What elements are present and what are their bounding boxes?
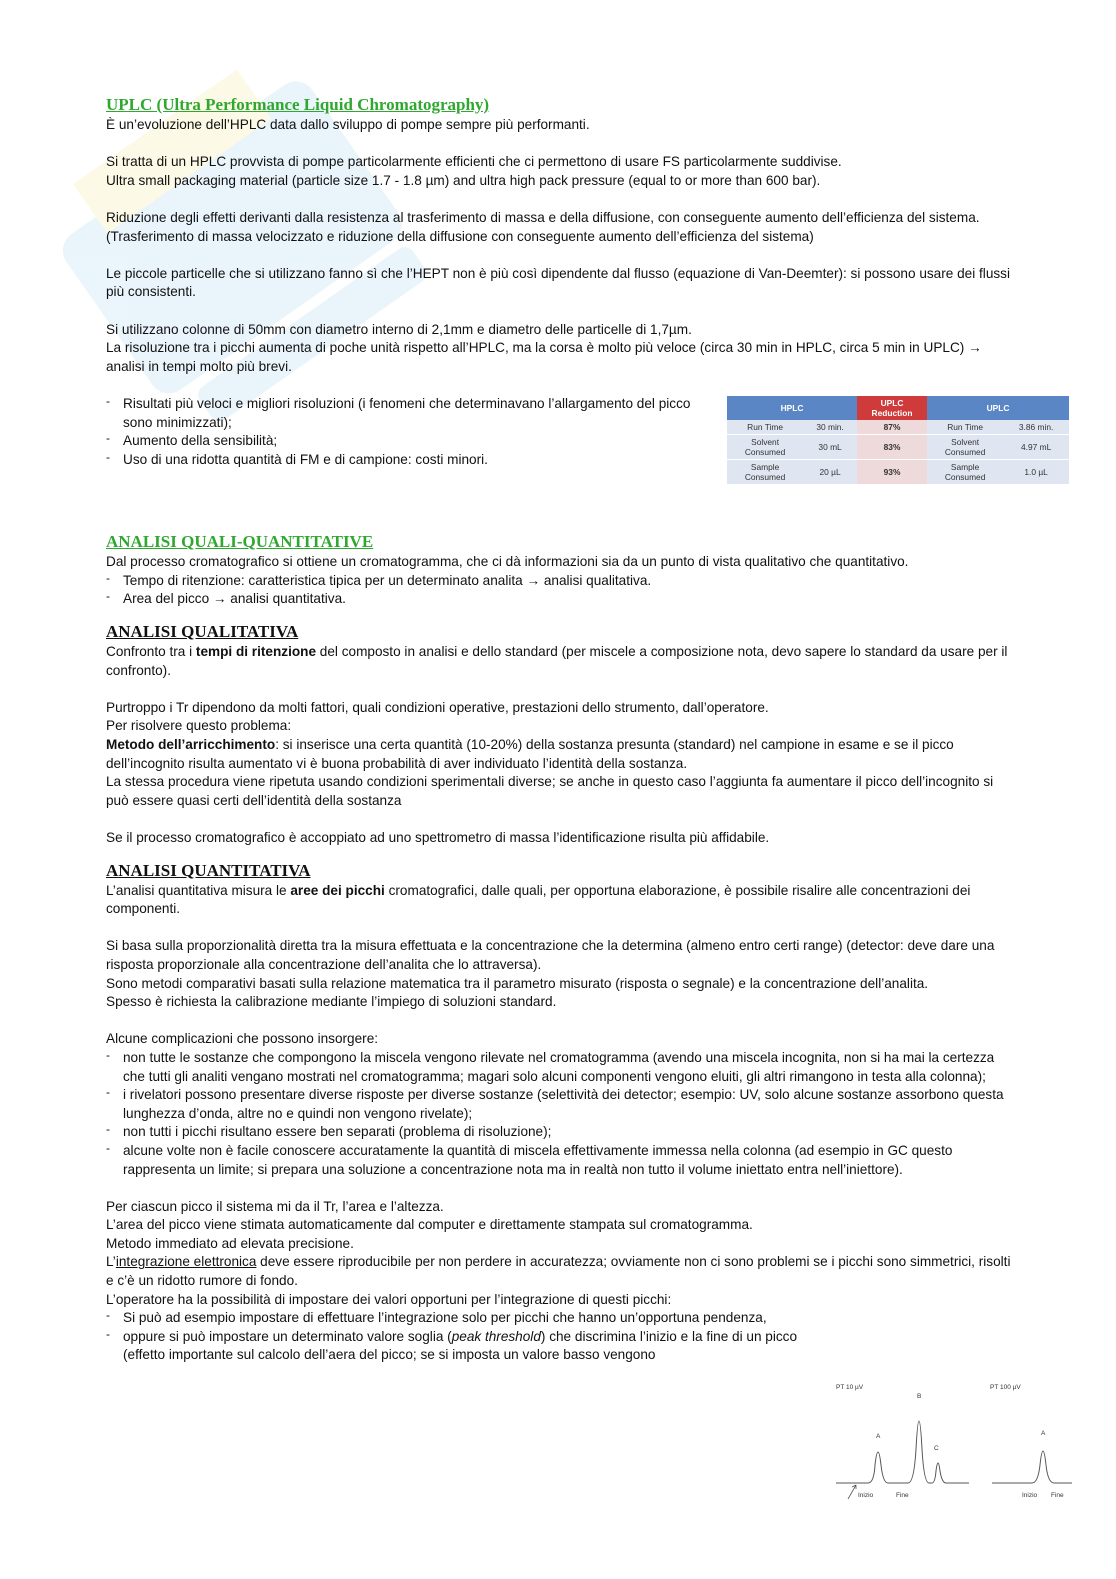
start-label: Inizio [858,1492,874,1499]
table-header-reduction: UPLC Reduction [857,396,927,420]
hplc-uplc-comparison-table [727,396,1069,485]
chrom-left-label: PT 10 µV [836,1384,864,1391]
chromatogram-trace-right [992,1451,1072,1483]
quant-paragraph: Metodo immediato ad elevata precisione. [106,1235,354,1251]
quant-paragraph: Per ciascun picco il sistema mi da il Tr, l’area e l’altezza. [106,1198,444,1214]
integration-list [106,1309,806,1365]
uplc-paragraph: Le piccole particelle che si utilizzano fanno sì che l’HEPT non è più così dipendente dal flusso (equazione di Van-Deemter): si possono usare dei flussi più consistenti. [106,265,1010,300]
peak-a-label: A [876,1433,881,1440]
peak-c-label: C [934,1445,939,1452]
peak-a2-label: A [1041,1430,1046,1437]
table-cell: 20 µL [803,460,857,485]
table-row [727,460,1069,485]
table-cell: 1.0 µL [1003,460,1069,485]
table-cell: Solvent Consumed [927,435,1003,460]
quant-paragraph: Spesso è richiesta la calibrazione mediante l’impiego di soluzioni standard. [106,994,557,1010]
table-cell: 93% [857,460,927,485]
qual-paragraph: Confronto tra i tempi di ritenzione del composto in analisi e dello standard (per miscele a composizione nota, devo sapere lo standard da usare per il confronto). [106,644,1008,678]
table-cell: Sample Consumed [927,460,1003,485]
list-item: - alcune volte non è facile conoscere accuratamente la quantità di miscela effettivamente immessa nella colonna (ad esempio in GC questo rappresenta un limite; si prepara una soluzione a concentrazione nota ma in realtà non tutto il volume iniettato entra nell’iniettore). [106,1142,1011,1179]
end-label-right: Fine [1051,1492,1064,1499]
document-page [106,94,1064,1499]
peak-b-label: B [917,1393,922,1400]
quant-paragraph: L’operatore ha la possibilità di impostare dei valori opportuni per l’integrazione di questi picchi: [106,1291,672,1307]
end-label: Fine [896,1492,909,1499]
qual-paragraph: Purtroppo i Tr dipendono da molti fattori, quali condizioni operative, prestazioni dello strumento, dall’operatore. [106,699,769,715]
arrow-icon [848,1485,856,1499]
list-item: - Area del picco → analisi quantitativa. [106,590,1011,609]
qq-list [106,572,1011,609]
table-cell: 87% [857,420,927,435]
qq-paragraph: Dal processo cromatografico si ottiene un cromatogramma, che ci dà informazioni sia da un punto di vista qualitativo che quantitativo. [106,554,909,570]
table-cell: 30 min. [803,420,857,435]
qual-paragraph: Metodo dell’arricchimento: si inserisce una certa quantità (10-20%) della sostanza presunta (standard) nel campione in esame e se il picco dell’incognito risulta aumentato vi è buona probabilità di aver individuato l’identità della sostanza. [106,737,954,771]
quant-paragraph: L’area del picco viene stimata automaticamente dal computer e direttamente stampata sul cromatogramma. [106,1217,753,1233]
uplc-paragraph: La risoluzione tra i picchi aumenta di poche unità rispetto all’HPLC, ma la corsa è molto più veloce (circa 30 min in HPLC, circa 5 min in UPLC) → analisi in tempi molto più brevi. [106,340,982,374]
start-label-right: Inizio [1022,1492,1038,1499]
uplc-paragraph: Si utilizzano colonne di 50mm con diametro interno di 2,1mm e diametro delle particelle di 1,7µm. [106,321,692,337]
uplc-paragraph: Ultra small packaging material (particle size 1.7 - 1.8 µm) and ultra high pack pressure (equal to or more than 600 bar). [106,172,821,188]
quant-paragraph: Si basa sulla proporzionalità diretta tra la misura effettuata e la concentrazione che la determina (almeno entro certi range) (detector: deve dare una risposta proporzionale alla concentrazione dell’analita che lo attraversa). [106,938,995,972]
chromatogram-trace-left [836,1421,969,1483]
quant-paragraph: Alcune complicazioni che possono insorgere: [106,1031,379,1047]
quant-paragraph: L’integrazione elettronica deve essere riproducibile per non perdere in accuratezza; ovviamente non ci sono problemi se i picchi sono simmetrici, risolti e c’è un ridotto rumore di fondo. [106,1254,1011,1289]
table-cell: 30 mL [803,435,857,460]
qual-paragraph: Se il processo cromatografico è accoppiato ad uno spettrometro di massa l’identificazione risulta più affidabile. [106,830,770,845]
list-item: - Tempo di ritenzione: caratteristica tipica per un determinato analita → analisi qualitativa. [106,572,1011,591]
qualitative-heading: ANALISI QUALITATIVA [106,622,299,642]
quant-paragraph: Sono metodi comparativi basati sulla relazione matematica tra il parametro misurato (risposta o segnale) e la concentrazione dell’analita. [106,975,929,991]
chrom-right-label: PT 100 µV [990,1384,1021,1391]
table-row [727,435,1069,460]
qual-paragraph: La stessa procedura viene ripetuta usando condizioni sperimentali diverse; se anche in questo caso l’aggiunta fa aumentare il picco dell’incognito si può essere quasi certi dell’identità della sostanza [106,774,994,808]
quant-paragraph: L’analisi quantitativa misura le aree dei picchi cromatografici, dalle quali, per opportuna elaborazione, è possibile risalire alle concentrazioni dei componenti. [106,882,971,917]
list-item: - non tutti i picchi risultano essere ben separati (problema di risoluzione); [106,1123,1011,1142]
list-item: - Aumento della sensibilità; [106,432,701,451]
list-item: - Si può ad esempio impostare di effettuare l’integrazione solo per picchi che hanno un’opportuna pendenza, [106,1309,806,1328]
table-row [727,420,1069,435]
table-cell: 3.86 min. [1003,420,1069,435]
uplc-paragraph: Si tratta di un HPLC provvista di pompe particolarmente efficienti che ci permettono di usare FS particolarmente suddivise. [106,154,842,170]
table-header-uplc: UPLC [927,396,1069,420]
complications-list [106,1049,1011,1179]
list-item: - i rivelatori possono presentare diverse risposte per diverse sostanze (selettività dei detector; esempio: UV, solo alcune sostanze assorbono questa lunghezza d’onda, altre no e quindi non vengono rivelate); [106,1086,1011,1123]
table-header-hplc: HPLC [727,396,857,420]
uplc-advantages-list [106,395,701,469]
uplc-paragraph: Riduzione degli effetti derivanti dalla resistenza al trasferimento di massa e della diffusione, con conseguente aumento dell’efficienza del sistema. (Trasferimento di massa velocizzato e riduzione della diffusione con conseguente aumento dell’efficienza del sistema) [106,209,980,244]
table-cell: Run Time [727,420,803,435]
table-cell: Solvent Consumed [727,435,803,460]
list-item: - Uso di una ridotta quantità di FM e di campione: costi minori. [106,451,701,470]
uplc-heading: UPLC (Ultra Performance Liquid Chromatography) [106,95,490,114]
table-cell: Sample Consumed [727,460,803,485]
table-cell: Run Time [927,420,1003,435]
table-cell: 83% [857,435,927,460]
quali-quantitative-heading: ANALISI QUALI-QUANTITATIVE [106,532,374,552]
chromatogram-illustration [834,1379,1074,1509]
list-item: - oppure si può impostare un determinato valore soglia (peak threshold) che discrimina l’inizio e la fine di un picco (effetto importante sul calcolo dell’aera del picco; se si imposta un valore basso vengono [106,1328,806,1365]
quantitative-heading: ANALISI QUANTITATIVA [106,860,311,880]
list-item: - Risultati più veloci e migliori risoluzioni (i fenomeni che determinavano l’allargamento del picco sono minimizzati); [106,395,701,432]
table-cell: 4.97 mL [1003,435,1069,460]
qual-paragraph: Per risolvere questo problema: [106,718,292,734]
uplc-paragraph: È un’evoluzione dell’HPLC data dallo sviluppo di pompe sempre più performanti. [106,117,590,132]
list-item: - non tutte le sostanze che compongono la miscela vengono rilevate nel cromatogramma (avendo una miscela incognita, non si ha mai la certezza che tutti gli analiti vengano mostrati nel cromatogramma; magari solo alcuni componenti vengono eluiti, gli altri rimangono in testa alla colonna); [106,1049,1011,1086]
